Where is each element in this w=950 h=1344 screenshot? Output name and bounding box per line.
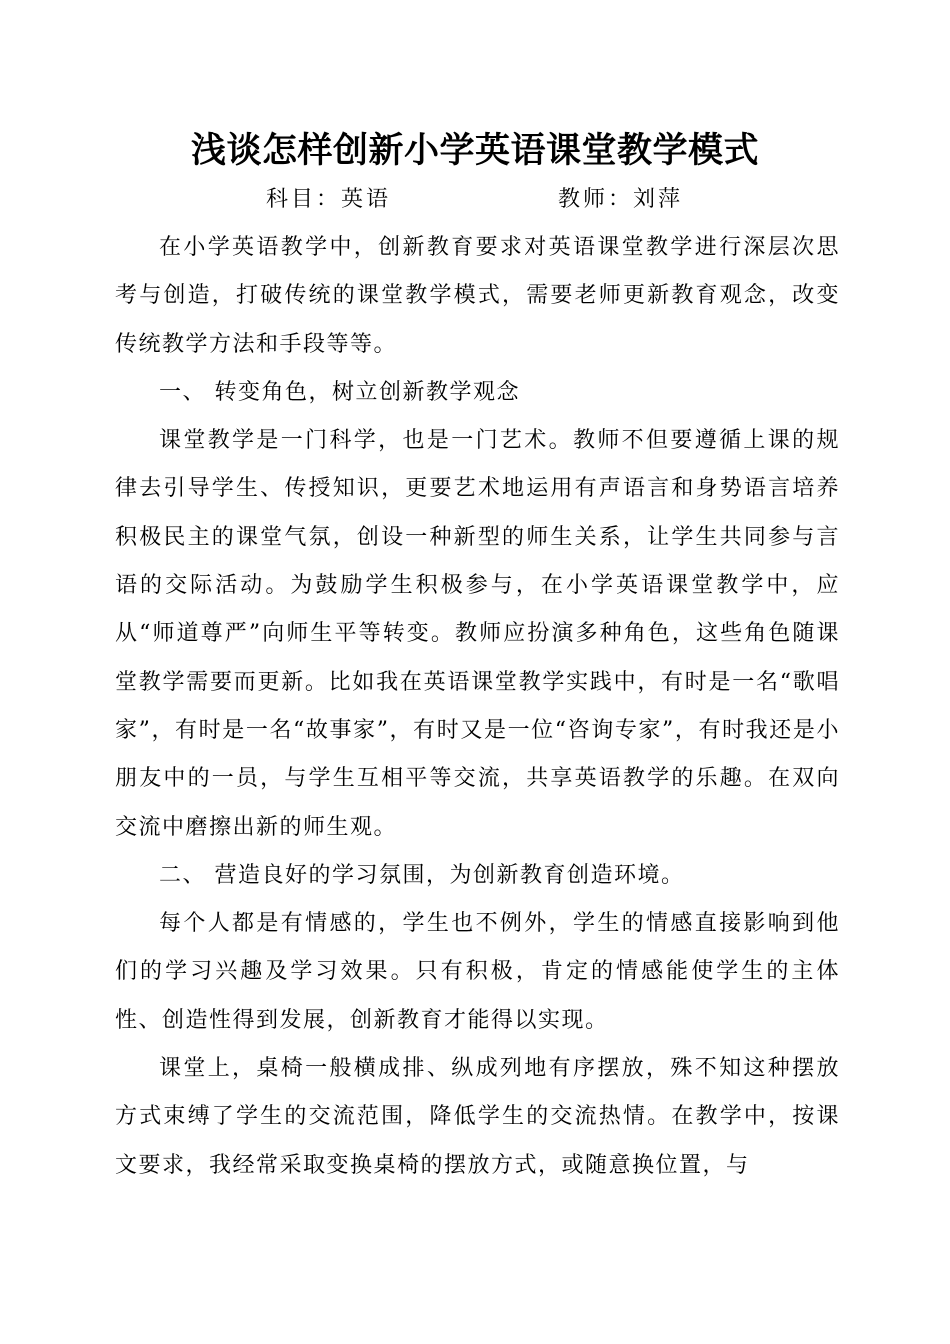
paragraph-section-2b: 课堂上，桌椅一般横成排、纵成列地有序摆放，殊不知这种摆放方式束缚了学生的交流范围，降低学生的交流热情。在教学中，按课文要求，我经常采取变换桌椅的摆放方式，或随意换位置，与 <box>115 1056 840 1178</box>
teacher-label: 教师：刘萍 <box>558 187 684 212</box>
paragraph-section-1: 课堂教学是一门科学，也是一门艺术。教师不但要遵循上课的规律去引导学生、传授知识，更要艺术地运用有声语言和身势语言培养积极民主的课堂气氛，创设一种新型的师生关系，让学生共同参与言语的交际活动。为鼓励学生积极参与，在小学英语课堂教学中，应从“师道尊严”向师生平等转变。教师应扮演多种角色，这些角色随课堂教学需要而更新。比如我在英语课堂教学实践中，有时是一名“歌唱家”，有时是一名“故事家”，有时又是一位“咨询专家”，有时我还是小朋友中的一员，与学生互相平等交流，共享英语教学的乐趣。在双向交流中磨擦出新的师生观。 <box>115 428 840 840</box>
section-heading-2: 二、 营造良好的学习氛围，为创新教育创造环境。 <box>159 862 685 888</box>
paragraph-section-2a: 每个人都是有情感的，学生也不例外，学生的情感直接影响到他们的学习兴趣及学习效果。只有积极，肯定的情感能使学生的主体性、创造性得到发展，创新教育才能得以实现。 <box>115 911 840 1033</box>
paragraph-intro: 在小学英语教学中，创新教育要求对英语课堂教学进行深层次思考与创造，打破传统的课堂教学模式，需要老师更新教育观念，改变传统教学方法和手段等等。 <box>115 235 840 357</box>
section-heading-1: 一、 转变角色，树立创新教学观念 <box>159 379 520 405</box>
subject-label: 科目：英语 <box>266 187 392 212</box>
document-body <box>115 224 840 1190</box>
document-title: 浅谈怎样创新小学英语课堂教学模式 <box>190 131 759 171</box>
